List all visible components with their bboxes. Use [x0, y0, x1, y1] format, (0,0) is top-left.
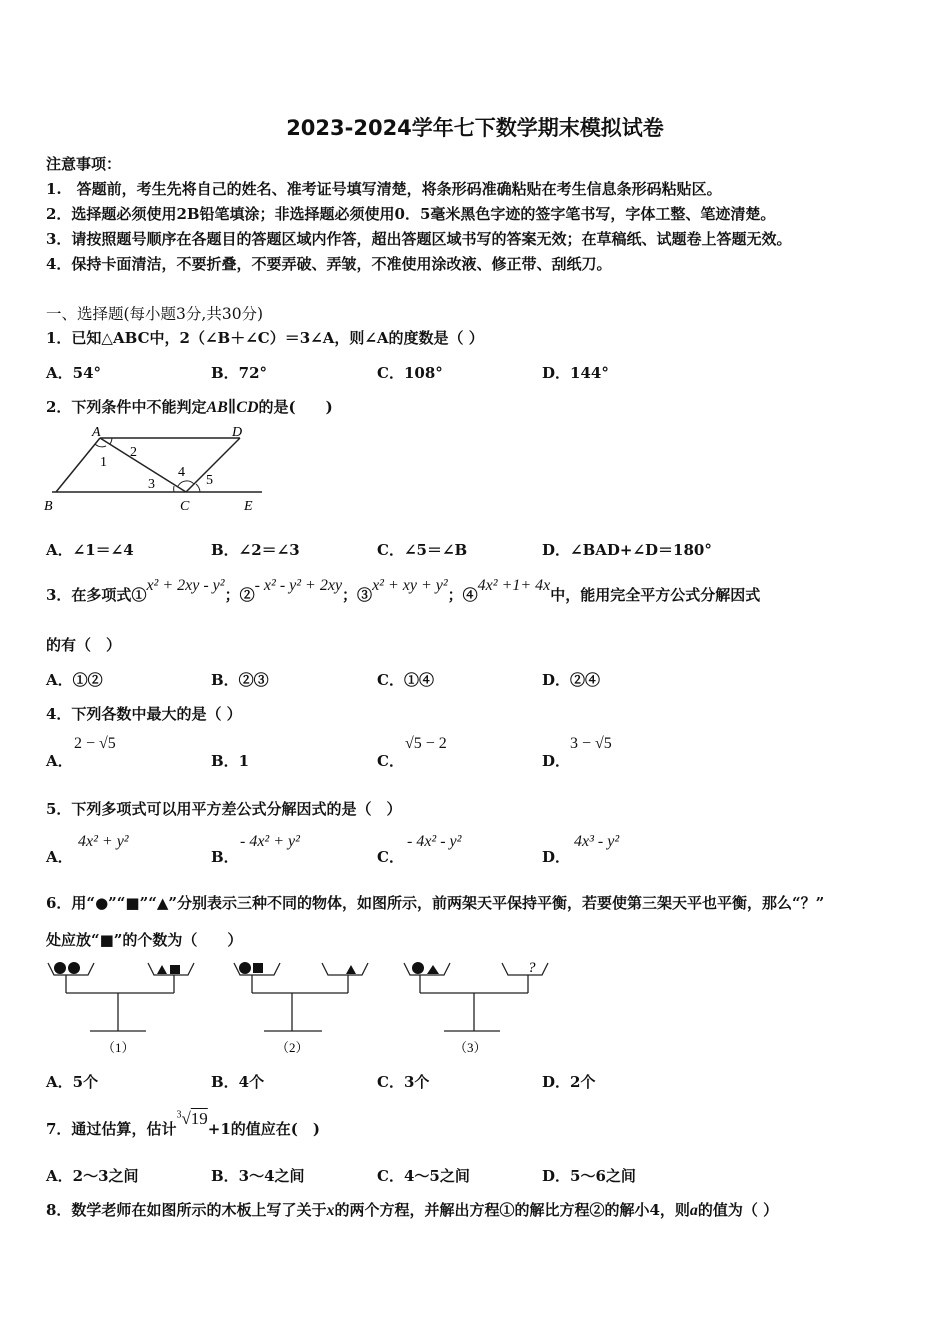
q8-stem-mid: 的两个方程，并解出方程①的解比方程②的解小4，则: [334, 1201, 690, 1219]
q7-stem: 7．通过估算，估计$^3$√19+1的值应在( ): [46, 1109, 320, 1138]
notice-item-1: 1. 答题前，考生先将自己的姓名、准考证号填写清楚，将条形码准确粘贴在考生信息条形码粘贴区。: [46, 180, 722, 198]
q6-option-c: C．3个: [377, 1073, 430, 1091]
q1-option-c: C．108°: [377, 364, 443, 382]
square-icon: [253, 963, 263, 973]
balance-1: [48, 962, 194, 1055]
q3-stem: [46, 577, 761, 605]
label-angle-3: 3: [148, 477, 155, 492]
q5-option-d-label: D．: [542, 848, 571, 866]
q7-root-index: 3: [176, 1109, 182, 1121]
notice-item-3: 3．请按照题号顺序在各题目的答题区域内作答，超出答题区域书写的答案无效；在草稿纸、试题卷上答题无效。: [46, 230, 792, 248]
q6-balance-figure: [40, 955, 560, 1060]
label-c: C: [180, 499, 190, 514]
q4-option-a-expr: 2 − √5: [74, 735, 116, 752]
circle-icon: [239, 962, 251, 974]
q7-option-d: D．5～6之间: [542, 1167, 636, 1185]
q8-var-a: a: [689, 1202, 698, 1219]
label-angle-5: 5: [206, 473, 213, 488]
q8-stem: [46, 1199, 778, 1220]
circle-icon: [412, 962, 424, 974]
q7-option-a: A．2～3之间: [46, 1167, 139, 1185]
section-heading: 一、选择题(每小题3分,共30分): [46, 305, 264, 323]
balance-2-caption: （2）: [276, 1040, 309, 1055]
angle-1-arc: [95, 444, 106, 447]
angle-4-arc: [178, 481, 194, 486]
q2-option-a: A．∠1＝∠4: [46, 541, 134, 559]
q3-poly-2: - x² - y² + 2xy: [254, 577, 343, 594]
q1-option-b: B．72°: [211, 364, 268, 382]
q3-poly-4: 4x² +1+ 4x: [477, 577, 551, 594]
page-title: 2023-2024学年七下数学期末模拟试卷: [286, 116, 664, 140]
q2-option-d: D．∠BAD+∠D＝180°: [542, 541, 712, 559]
label-angle-2: 2: [130, 445, 137, 460]
question-mark: ?: [528, 960, 536, 976]
q5-option-b-label: B．: [211, 848, 239, 866]
q4-option-a-label: A．: [46, 752, 73, 770]
q5-option-d-expr: 4x³ - y²: [574, 833, 620, 850]
q8-stem-tail: 的值为（ ）: [697, 1201, 779, 1219]
line-ac: [100, 438, 186, 492]
q4-stem: 4．下列各数中最大的是（ ）: [46, 705, 242, 723]
notice-item-4: 4．保持卡面清洁，不要折叠，不要弄破、弄皱，不准使用涂改液、修正带、刮纸刀。: [46, 255, 612, 273]
notice-heading: 注意事项：: [46, 155, 122, 173]
q2-stem-tail: 的是( ): [258, 398, 333, 416]
q7-option-c: C．4～5之间: [377, 1167, 470, 1185]
q3-poly-1: x² + 2xy - y²: [146, 577, 225, 594]
q4-option-c-label: C．: [377, 752, 404, 770]
angle-5-arc: [196, 484, 200, 492]
q6-option-d: D．2个: [542, 1073, 596, 1091]
q3-sep-3: ；④: [447, 586, 478, 604]
label-b: B: [44, 499, 53, 514]
triangle-icon: [427, 965, 439, 974]
q1-option-a: A．54°: [46, 364, 102, 382]
q4-option-b: B．1: [211, 752, 250, 770]
q3-sep-2: ；③: [342, 586, 373, 604]
notice-item-2: 2．选择题必须使用2B铅笔填涂；非选择题必须使用0．5毫米黑色字迹的签字笔书写，字体工整、笔迹清楚。: [46, 205, 776, 223]
q1-option-d: D．144°: [542, 364, 609, 382]
q2-option-c: C．∠5＝∠B: [377, 541, 468, 559]
q8-var-x: x: [326, 1202, 335, 1219]
q7-stem-tail: +1的值应在( ): [207, 1120, 320, 1138]
q3-option-d: D．②④: [542, 671, 601, 689]
q7-stem-text: 7．通过估算，估计: [46, 1120, 177, 1138]
balance-2-right-pan: [322, 963, 368, 975]
line-ab: [56, 438, 100, 492]
q8-stem-text: 8．数学老师在如图所示的木板上写了关于: [46, 1201, 327, 1219]
q2-stem-math: AB∥CD: [206, 399, 259, 416]
q3-option-b: B．②③: [211, 671, 269, 689]
angle-2-arc: [110, 438, 112, 444]
q6-option-a: A．5个: [46, 1073, 99, 1091]
label-d: D: [232, 425, 243, 440]
q5-option-a-label: A．: [46, 848, 73, 866]
balance-3-left-pan: [404, 963, 450, 975]
triangle-icon: [346, 965, 356, 974]
balance-2: [234, 962, 368, 1055]
label-e: E: [244, 499, 253, 514]
balance-3: [404, 960, 548, 1055]
circle-icon: [68, 962, 80, 974]
q2-option-b: B．∠2＝∠3: [211, 541, 300, 559]
label-angle-1: 1: [100, 455, 107, 470]
q2-stem-text: 2．下列条件中不能判定: [46, 398, 207, 416]
q5-option-c-label: C．: [377, 848, 404, 866]
q3-poly-3: x² + xy + y²: [372, 577, 448, 594]
q3-stem-cont: 的有（ ）: [46, 636, 122, 654]
q7-option-b: B．3～4之间: [211, 1167, 305, 1185]
q3-stem-text: 3．在多项式①: [46, 586, 147, 604]
q5-option-c-expr: - 4x² - y²: [407, 833, 462, 850]
circle-icon: [54, 962, 66, 974]
q5-option-b-expr: - 4x² + y²: [240, 833, 300, 850]
q5-option-a-expr: 4x² + y²: [78, 833, 129, 850]
balance-3-right-pan: [502, 963, 548, 975]
triangle-icon: [157, 965, 167, 974]
label-a: A: [92, 425, 101, 440]
q6-option-b: B．4个: [211, 1073, 265, 1091]
q4-option-d-label: D．: [542, 752, 571, 770]
q3-sep-1: ；②: [224, 586, 255, 604]
label-angle-4: 4: [178, 465, 185, 480]
q2-parallel-lines-figure: [40, 422, 270, 514]
q4-option-d-expr: 3 − √5: [570, 735, 612, 752]
balance-3-caption: （3）: [454, 1040, 487, 1055]
square-icon: [170, 965, 180, 974]
q6-stem: 6．用“●”“■”“▲”分别表示三种不同的物体，如图所示，前两架天平保持平衡，若要使第三架天平也平衡，那么“？”: [46, 894, 825, 912]
q6-stem-cont: 处应放“■”的个数为（ ）: [46, 931, 243, 949]
q5-stem: 5．下列多项式可以用平方差公式分解因式的是（ ）: [46, 800, 402, 818]
q7-root-value: 19: [190, 1109, 208, 1128]
balance-1-caption: （1）: [102, 1040, 135, 1055]
q1-stem: 1．已知△ABC中，2（∠B＋∠C）＝3∠A，则∠A的度数是（ ）: [46, 329, 484, 347]
q4-option-c-expr: √5 − 2: [405, 735, 447, 752]
q3-option-c: C．①④: [377, 671, 434, 689]
q3-option-a: A．①②: [46, 671, 103, 689]
q3-stem-tail: 中，能用完全平方公式分解因式: [550, 586, 761, 604]
q2-stem: [46, 396, 333, 417]
